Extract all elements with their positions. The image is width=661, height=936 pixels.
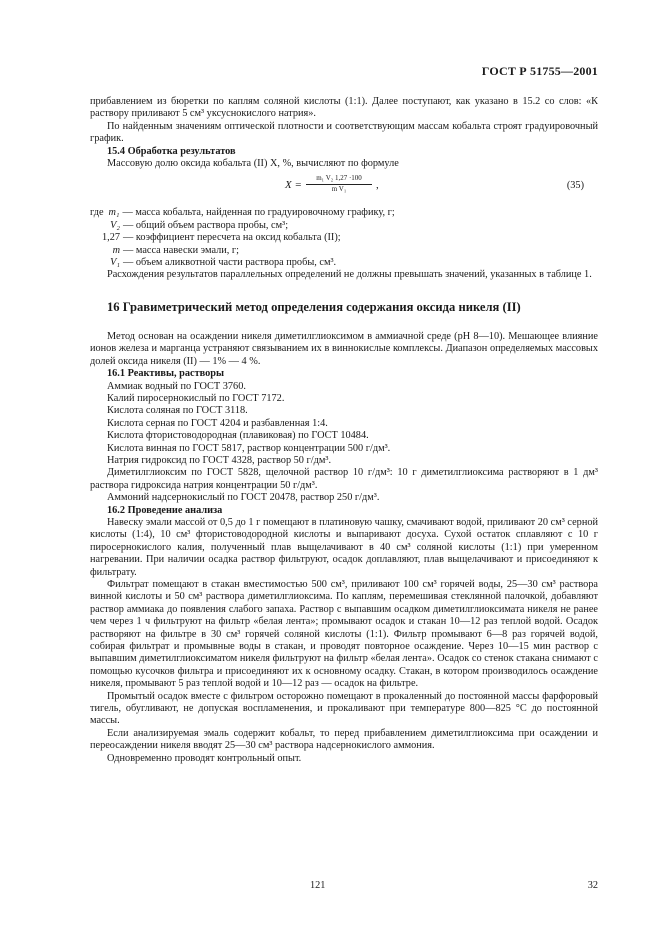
page-number-right: 32 xyxy=(587,880,598,891)
definition-row xyxy=(90,257,598,269)
section-16-2-title: 16.2 Проведение анализа xyxy=(107,504,223,516)
intro-paragraph-1: прибавлением из бюретки по каплям соляной кислоты (1:1). Далее поступают, как указано в 15.2 со слов: «К раствору приливают 5 см³ уксуснокислого натрия». xyxy=(90,96,598,120)
analysis-paragraph-5: Одновременно проводят контрольный опыт. xyxy=(107,752,302,764)
section-15-4-intro: Массовую долю оксида кобальта (II) X, %, вычисляют по формуле xyxy=(107,158,399,170)
definition-row xyxy=(90,232,598,244)
definition-text: — коэффициент пересчета на оксид кобальта (II); xyxy=(123,232,341,244)
formula-fraction xyxy=(306,174,372,194)
reagent-item: Кислота соляная по ГОСТ 3118. xyxy=(107,405,248,417)
analysis-paragraph-1: Навеску эмали массой от 0,5 до 1 г помещают в платиновую чашку, смачивают водой, приливают 20 см³ серной кислоты (1:4), 10 см³ фтористоводородной кислоты и выпаривают досуха. Сухой остаток сплавляют с 10 г пиросернокислого калия, полученный плав выщелачивают в 40 см³ соляной кислоты (1:1) при умеренном нагревании. При наличии осадка раствор фильтруют, осадок доплавляют, плав выщелачивают и присоединяют к фильтрату. xyxy=(90,516,598,578)
reagent-item: Кислота винная по ГОСТ 5817, раствор концентрации 500 г/дм³. xyxy=(107,442,391,454)
formula-35 xyxy=(90,174,598,201)
definition-row xyxy=(90,207,598,219)
section-16-title: 16 Гравиметрический метод определения содержания оксида никеля (II) xyxy=(107,299,521,314)
reagent-dimethylglyoxime: Диметилглиоксим по ГОСТ 5828, щелочной раствор 10 г/дм³: 10 г диметилглиоксима растворяют в 1 дм³ раствора гидроксида натрия концентрации 50 г/дм³. xyxy=(90,467,598,491)
definition-symbol: V₁ xyxy=(110,257,120,269)
reagent-item: Аммиак водный по ГОСТ 3760. xyxy=(107,380,246,392)
definition-symbol: 1,27 xyxy=(101,232,120,244)
document-page xyxy=(90,0,598,936)
section-16-1-title: 16.1 Реактивы, растворы xyxy=(107,368,225,380)
definition-text: — масса кобальта, найденная по градуировочному графику, г; xyxy=(122,207,395,219)
analysis-paragraph-4: Если анализируемая эмаль содержит кобальт, то перед прибавлением диметилглиоксима при осаждении и переосаждении никеля вводят 25—30 см³ раствора надсернокислого аммония. xyxy=(90,727,598,752)
section-15-4-title: 15.4 Обработка результатов xyxy=(107,145,236,157)
definition-text: — общий объем раствора пробы, см³; xyxy=(123,219,289,231)
formula-comma: , xyxy=(376,179,379,192)
analysis-paragraph-3: Промытый осадок вместе с фильтром осторожно помещают в прокаленный до постоянной массы фарфоровый тигель, обугливают, не допуская воспламенения, и прокаливают при температуре 800—825 °С до постоянной массы. xyxy=(90,690,598,727)
formula-definitions xyxy=(90,207,598,269)
page-header: ГОСТ Р 51755—2001 xyxy=(481,64,598,78)
reagent-item: Кислота фтористоводородная (плавиковая) по ГОСТ 10484. xyxy=(107,430,369,442)
reagent-ammonium-persulfate: Аммоний надсернокислый по ГОСТ 20478, раствор 250 г/дм³. xyxy=(107,492,380,504)
definition-text: — объем аликвотной части раствора пробы, см³. xyxy=(123,257,337,269)
definition-row xyxy=(90,245,598,257)
formula-lhs: X = xyxy=(285,179,302,192)
page-content xyxy=(90,96,598,765)
analysis-paragraph-2: Фильтрат помещают в стакан вместимостью 500 см³, приливают 100 см³ горячей воды, 25—30 см³ раствора винной кислоты и 50 см³ раствора диметилглиоксима. По каплям, перемешивая стеклянной палочкой, добавляют раствор аммиака до появления слабого запаха. Раствор с выпавшим осадком диметилглиоксимата никеля не ранее чем через 1 ч фильтруют на фильтр «белая лента»; промывают осадок и стакан 10—12 раз теплой водой. Осадок растворяют на фильтре в 30 см³ горячей соляной кислоты (1:1). Фильтр промывают 6—8 раз горячей водой, собирая фильтрат и промывные воды в стакан, и проводят повторное осаждение. Через 10—15 мин раствор с выпавшим диметилглиоксиматом никеля фильтруют на фильтр «белая лента». Осадок со стенок стакана снимают с помощью кусочков фильтра и присоединяют их к основному осадку. Стакан, в котором производилось осаждение никеля, промывают 5 раз теплой водой и 10—12 раз — осадок на фильтре. xyxy=(90,579,598,690)
intro-paragraph-2: По найденным значениям оптической плотности и соответствующим массам кобальта строят градуировочный график. xyxy=(90,120,598,145)
formula-denominator: m V₁ xyxy=(331,185,347,194)
definition-row xyxy=(90,220,598,232)
reagent-item: Натрия гидроксид по ГОСТ 4328, раствор 50 г/дм³. xyxy=(107,454,332,466)
definition-lead: где xyxy=(90,207,104,219)
definition-symbol: m₁ xyxy=(108,207,120,219)
definition-symbol: V₂ xyxy=(110,219,120,231)
section-15-4-note: Расхождения результатов параллельных определений не должны превышать значений, указанных в таблице 1. xyxy=(107,269,592,281)
formula-number: (35) xyxy=(566,180,584,192)
definition-text: — масса навески эмали, г; xyxy=(123,244,239,256)
reagent-item: Калий пиросернокислый по ГОСТ 7172. xyxy=(107,392,285,404)
page-number-center: 121 xyxy=(310,880,326,891)
formula-numerator: m₁ V₂ 1,27 ·100 xyxy=(306,174,372,185)
definition-symbol: m xyxy=(112,244,120,256)
reagent-item: Кислота серная по ГОСТ 4204 и разбавленная 1:4. xyxy=(107,417,328,429)
section-16-intro: Метод основан на осаждении никеля диметилглиоксимом в аммиачной среде (рН 8—10). Мешающее влияние ионов железа и марганца устраняют связыванием их в виннокислые комплексы. Диапазон определяемых массовых долей оксида никеля (II) — 1% — 4 %. xyxy=(90,330,598,367)
